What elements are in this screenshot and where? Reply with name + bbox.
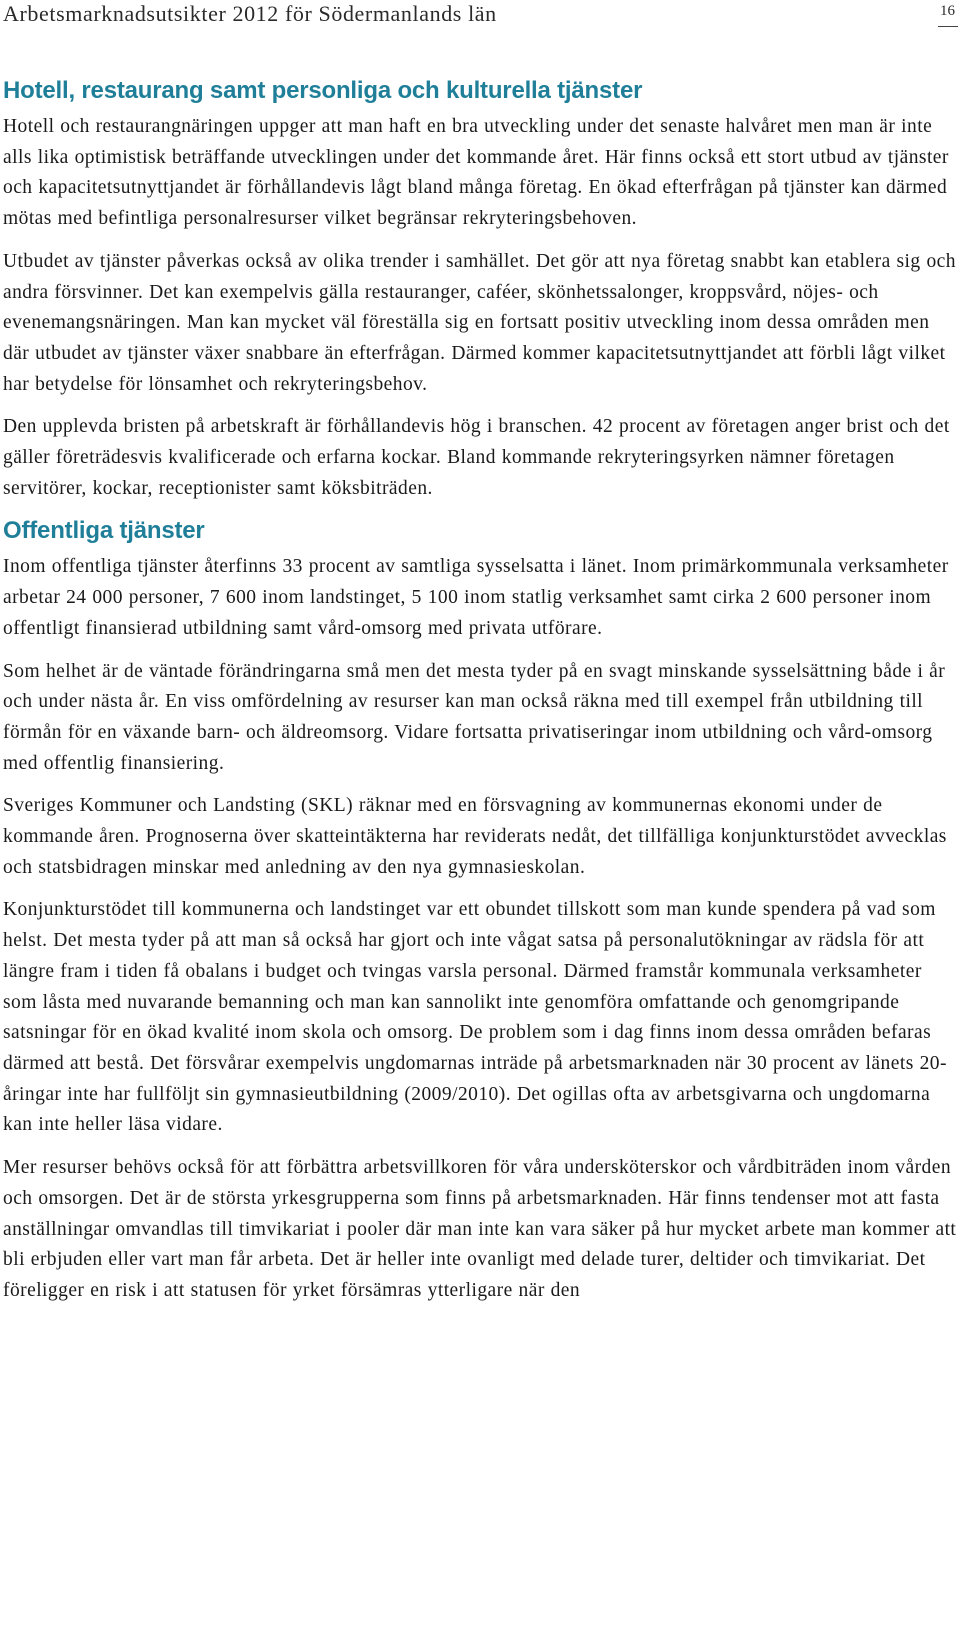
- paragraph: Inom offentliga tjänster återfinns 33 procent av samtliga sysselsatta i länet. Inom primärkommunala verksamheter arbetar 24 000 personer, 7 600 inom landstinget, 5 100 inom statlig verksamhet samt cirka 2 600 personer inom offentligt finansierad utbildning samt vård-omsorg med privata utförare.: [3, 556, 949, 639]
- page-number-rule: [938, 26, 958, 27]
- paragraph: Konjunkturstödet till kommunerna och landstinget var ett obundet tillskott som man kunde spendera på vad som helst. Det mesta tyder på att man så också har gjort och inte vågat satsa på personalutökningar av rädsla för att längre fram i tiden få obalans i budget och tvingas varsla personal. Därmed framstår kommunala verksamheter som låsta med nuvarande bemanning och man kan sannolikt inte genomföra omfattande och genomgripande satsningar för en ökad kvalité inom skola och omsorg. De problem som i dag finns inom dessa områden befaras därmed att bestå. Det försvårar exempelvis ungdomarnas inträde på arbetsmarknaden när 30 procent av länets 20-åringar inte har fullföljt sin gymnasieutbildning (2009/2010). Det ogillas ofta av arbetsgivarna och ungdomarna kan inte heller läsa vidare.: [3, 899, 947, 1136]
- paragraph: Den upplevda bristen på arbetskraft är förhållandevis hög i branschen. 42 procent av företagen anger brist och det gäller företrädesvis kvalificerade och erfarna kockar. Bland kommande rekryteringsyrken nämner företagen servitörer, kockar, receptionister samt köksbiträden.: [3, 416, 950, 499]
- paragraph: Som helhet är de väntade förändringarna små men det mesta tyder på en svagt minskande sysselsättning både i år och under nästa år. En viss omfördelning av resurser kan man också räkna med till exempel från utbildning till förmån för en växande barn- och äldreomsorg. Vidare fortsatta privatiseringar inom utbildning och vård-omsorg med offentlig finansiering.: [3, 660, 946, 774]
- paragraph: Sveriges Kommuner och Landsting (SKL) räknar med en försvagning av kommunernas ekonomi under de kommande åren. Prognoserna över skatteintäkterna har reviderats nedåt, det tillfälliga konjunkturstödet avvecklas och statsbidragen minskar med anledning av den nya gymnasieskolan.: [3, 795, 947, 878]
- section-heading: Hotell, restaurang samt personliga och kulturella tjänster: [3, 77, 643, 104]
- paragraph: Utbudet av tjänster påverkas också av olika trender i samhället. Det gör att nya företag snabbt kan etablera sig och andra försvinner. Det kan exempelvis gälla restauranger, caféer, skönhetssalonger, kroppsvård, nöjes- och evenemangsnäringen. Man kan mycket väl föreställa sig en fortsatt positiv utveckling inom dessa områden men där utbudet av tjänster växer snabbare än efterfrågan. Därmed kommer kapacitetsutnyttjandet att förbli lågt vilket har betydelse för lönsamhet och rekryteringsbehov.: [3, 250, 956, 395]
- page-header: [3, 0, 958, 30]
- document-body: [3, 76, 958, 1319]
- section-hotel-restaurant: [3, 76, 958, 504]
- paragraph: Mer resurser behövs också för att förbättra arbetsvillkoren för våra undersköterskor och vårdbiträden inom vården och omsorgen. Det är de största yrkesgrupperna som finns på arbetsmarknaden. Här finns tendenser mot att fasta anställningar omvandlas till timvikariat i pooler där man inte kan vara säker på hur mycket arbete man kommer att bli erbjuden eller vart man får arbeta. Det är heller inte ovanligt med delade turer, deltider och timvikariat. Det föreligger en risk i att statusen för yrket försämras ytterligare när den: [3, 1157, 957, 1301]
- document-title: Arbetsmarknadsutsikter 2012 för Södermanlands län: [3, 1, 497, 26]
- section-public-services: [3, 516, 958, 1306]
- page-number: 16: [940, 3, 955, 19]
- paragraph: Hotell och restaurangnäringen uppger att man haft en bra utveckling under det senaste halvåret men man är inte alls lika optimistisk beträffande utvecklingen under det kommande året. Här finns också ett stort utbud av tjänster och kapacitetsutnyttjandet är förhållandevis lågt bland många företag. En ökad efterfrågan på tjänster kan därmed mötas med befintliga personalresurser vilket begränsar rekryteringsbehoven.: [3, 116, 949, 230]
- section-heading: Offentliga tjänster: [3, 517, 205, 545]
